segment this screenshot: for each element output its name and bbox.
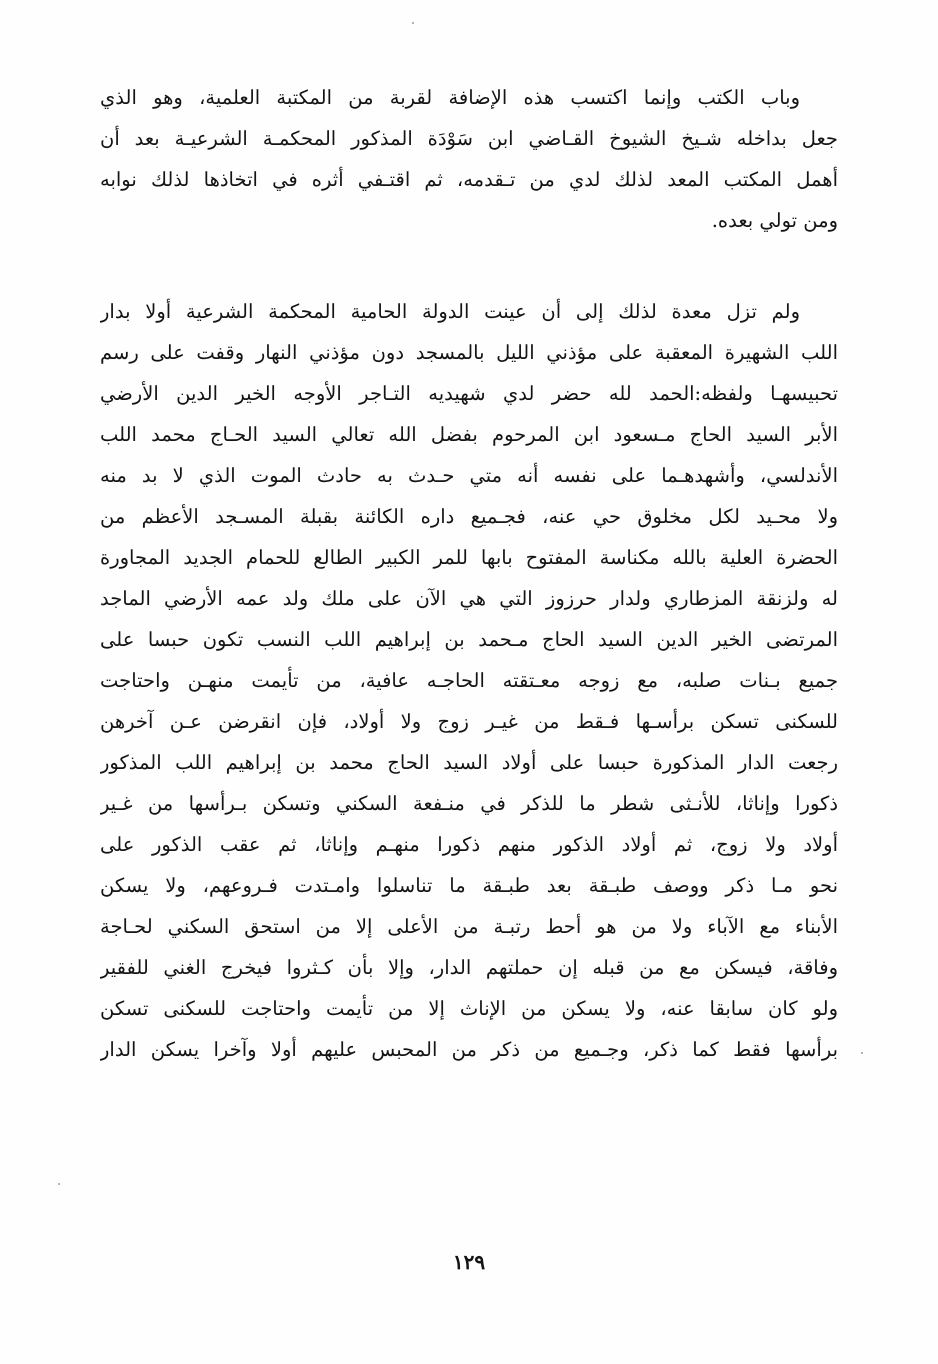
text-line: اللب الشهيرة المعقبة على مؤذني الليل بالمسجد دون مؤذني النهار وقفت على رسم (100, 341, 838, 364)
text-line: المرتضى الخير الدين السيد الحاج مـحمد بن إبراهيم اللب النسب تكون حبسا على (100, 628, 838, 651)
text-line: تحبيسهـا ولفظه:الحمد لله حضر لدي شهيديه التـاجر الأوجه الخير الدين الأرضي (100, 382, 838, 405)
text-line: أهمل المكتب المعد لذلك لدي من تـقدمه، ثم اقتـفي أثره في اتخاذها لذلك نوابه (100, 168, 838, 191)
text-line: الأبر السيد الحاج مـسعود ابن المرحوم بفضل الله تعالي السيد الحـاج محمد اللب (100, 423, 838, 446)
text-line: ولا محـيد لكل مخلوق حي عنه، فجـميع داره الكائنة بقبلة المسـجد الأعظم من (100, 505, 838, 528)
scan-speck (58, 1183, 60, 1185)
text-line: ذكورا وإناثا، للأنـثى شطر ما للذكر في منـفعة السكني وتسكن بـرأسها من غـير (100, 792, 838, 815)
paragraph-2 (100, 291, 838, 1070)
text-line: نحو مـا ذكر ووصف طبـقة بعد طبـقة ما تناسلوا وامـتدت فـروعهم، ولا يسكن (100, 874, 838, 897)
text-line: أولاد ولا زوج، ثم أولاد الذكور منهم ذكورا منهـم وإناثا، ثم عقب الذكور على (100, 833, 838, 856)
text-line: ومن تولي بعده. (711, 209, 838, 232)
text-line: وباب الكتب وإنما اكتسب هذه الإضافة لقربة من المكتبة العلمية، وهو الذي (100, 86, 800, 109)
text-line: ولو كان سابقا عنه، ولا يسكن من الإناث إلا من تأيمت واحتاجت للسكنى تسكن (100, 997, 838, 1020)
text-line: رجعت الدار المذكورة حبسا على أولاد السيد الحاج محمد بن إبراهيم اللب المذكور (100, 751, 838, 774)
text-line: برأسها فقط كما ذكر، وجـميع من ذكر من المحبس عليهم أولا وآخرا يسكن الدار (100, 1038, 838, 1061)
page-number: ١٢٩ (452, 1250, 486, 1274)
text-line: وفاقة، فيسكن مع من قبله إن حملتهم الدار، وإلا بأن كـثروا فيخرج الغني للفقير (100, 956, 838, 979)
scan-speck (861, 1052, 863, 1054)
scan-speck (412, 22, 414, 24)
text-line: جعل بداخله شـيخ الشيوخ القـاضي ابن سَوْدَة المذكور المحكمـة الشرعيـة بعد أن (100, 127, 838, 150)
paragraph-1 (100, 77, 838, 241)
text-line: للسكنى تسكن برأسـها فـقط من غيـر زوج ولا أولاد، فإن انقرضن عـن آخرهن (100, 710, 838, 733)
text-line: الحضرة العلية بالله مكناسة المفتوح بابها للمر الكبير الطالع للحمام الجديد المجاورة (100, 546, 838, 569)
text-line: الأبناء مع الآباء ولا من هو أحط رتبـة من الأعلى إلا من استحق السكني لحـاجة (100, 915, 838, 938)
text-line: له ولزنقة المزطاري ولدار حرزوز التي هي الآن على ملك ولد عمه الأرضي الماجد (100, 587, 838, 610)
text-line: جميع بـنات صلبه، مع زوجه معـتقته الحاجـه عافية، من تأيمت منهـن واحتاجت (100, 669, 838, 692)
text-line: الأندلسي، وأشهدهـما على نفسه أنه متي حـدث به حادث الموت الذي لا بد منه (100, 464, 838, 487)
text-line: ولم تزل معدة لذلك إلى أن عينت الدولة الحامية المحكمة الشرعية أولا بدار (100, 300, 800, 323)
